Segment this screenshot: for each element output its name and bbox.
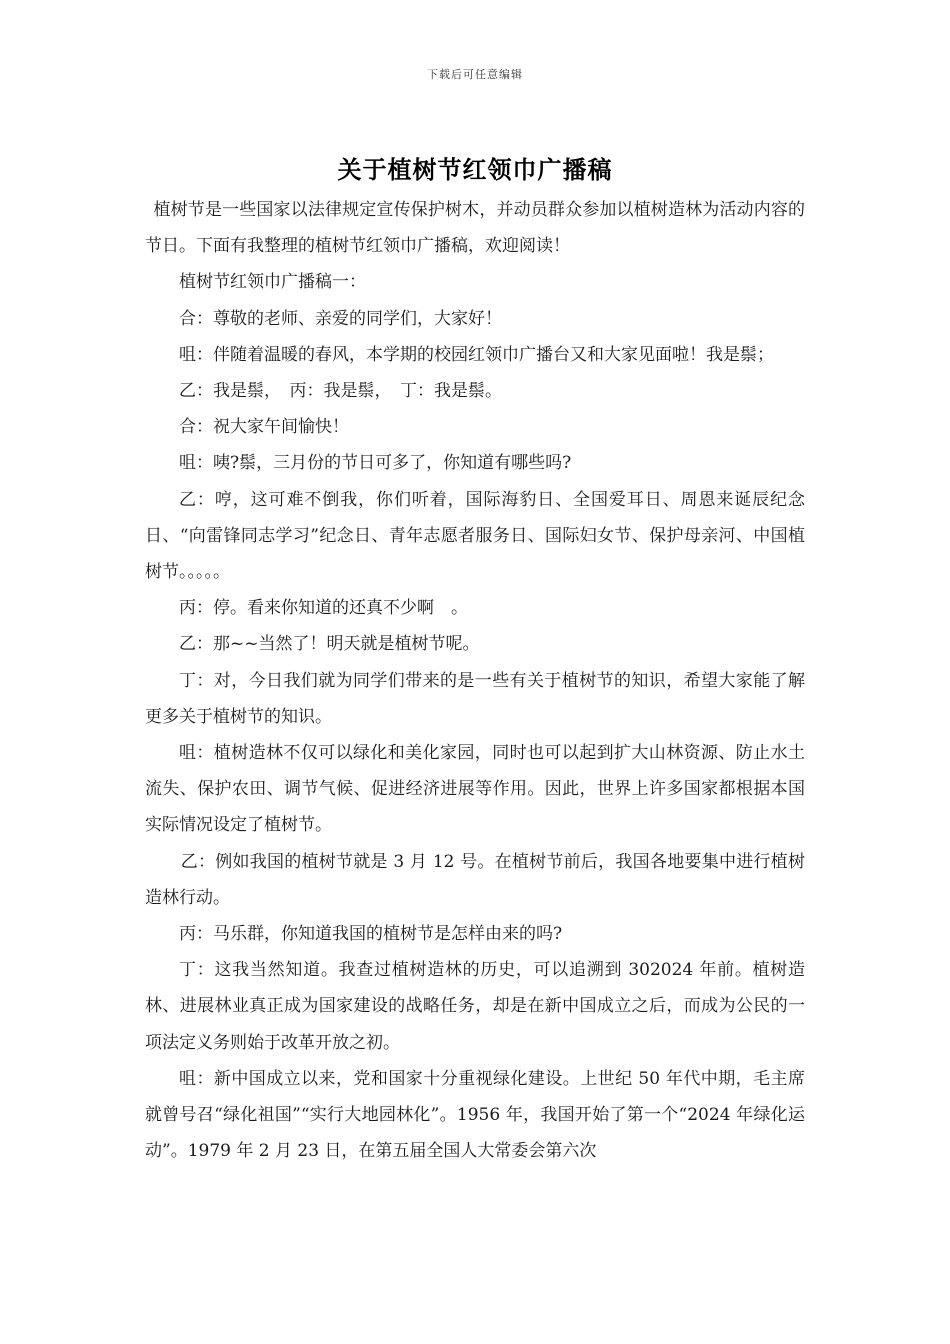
paragraph: 咀：伴随着温暖的春风，本学期的校园红领巾广播台又和大家见面啦！我是鬃； — [179, 344, 774, 365]
paragraph: 乙：我是鬃， 丙：我是鬃， 丁：我是鬃。 — [179, 381, 502, 402]
paragraph: 丙：马乐群，你知道我国的植树节是怎样由来的吗? — [179, 924, 563, 945]
header-note: 下载后可任意编辑 — [427, 68, 523, 81]
paragraph: 咀：植树造林不仅可以绿化和美化家园，同时也可以起到扩大山林资源、防止水土流失、保护农田、调节气候、促进经济进展等作用。因此，世界上许多国家都根据本国实际情况设定了植树节。 — [145, 743, 805, 836]
paragraph: 乙：哼，这可难不倒我，你们听着，国际海豹日、全国爱耳日、周恩来诞辰纪念日、“向雷锋同志学习”纪念日、青年志愿者服务日、国际妇女节、保护母亲河、中国植树节。。。。。 — [145, 489, 805, 583]
paragraph-intro: 植树节是一些国家以法律规定宣传保护树木，并动员群众参加以植树造林为活动内容的节日。下面有我整理的植树节红领巾广播稿，欢迎阅读！ — [145, 200, 805, 257]
paragraph: 丁：这我当然知道。我查过植树造林的历史，可以追溯到 302024 年前。植树造林、进展林业真正成为国家建设的战略任务，却是在新中国成立之后，而成为公民的一项法定义务则始于改革开放之初。 — [145, 960, 805, 1053]
paragraph: 咀：新中国成立以来，党和国家十分重视绿化建设。上世纪 50 年代中期，毛主席就曾号召“绿化祖国”“实行大地园林化”。1956 年，我国开始了第一个“2024 年绿化运动”。1979 年 2 月 23 日，在第五届全国人大常委会第六次 — [145, 1068, 805, 1162]
paragraph: 丁：对，今日我们就为同学们带来的是一些有关于植树节的知识，希望大家能了解更多关于植树节的知识。 — [145, 670, 805, 727]
document-body — [145, 192, 805, 1169]
paragraph: 乙：例如我国的植树节就是 3 月 12 号。在植树节前后，我国各地要集中进行植树造林行动。 — [145, 851, 805, 908]
paragraph: 植树节红领巾广播稿一： — [179, 272, 366, 293]
paragraph: 合：祝大家午间愉快！ — [179, 417, 349, 438]
document-title: 关于植树节红领巾广播稿 — [337, 155, 613, 184]
paragraph: 乙：那~~当然了！明天就是植树节呢。 — [179, 634, 480, 655]
paragraph: 丙：停。看来你知道的还真不少啊 。 — [179, 598, 468, 619]
paragraph: 合：尊敬的老师、亲爱的同学们，大家好！ — [179, 308, 502, 329]
paragraph: 咀：咦?鬃，三月份的节日可多了，你知道有哪些吗? — [179, 453, 572, 474]
